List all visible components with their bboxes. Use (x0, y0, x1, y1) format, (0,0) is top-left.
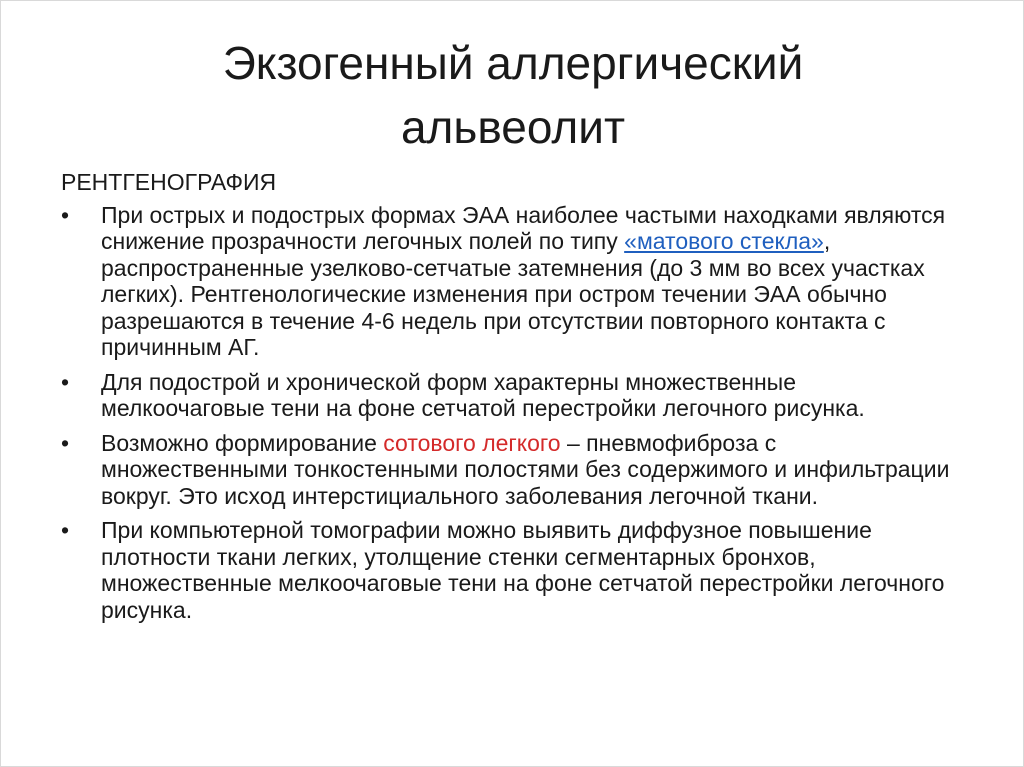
honeycomb-lung-highlight: сотового легкого (383, 429, 561, 456)
bullet-text: Для подострой и хронической форм характерны множественные мелкоочаговые тени на фоне сетчатой перестройки легочного рисунка. (101, 368, 865, 421)
bullet-text-after: – пневмофиброза с множественными тонкостенными полостями без содержимого и инфильтрации вокруг. Это исход интерстициального заболевания легочной ткани. (101, 429, 950, 509)
slide-content (61, 169, 961, 631)
list-item (61, 517, 961, 623)
list-item (61, 369, 961, 422)
section-heading: РЕНТГЕНОГРАФИЯ (61, 169, 277, 195)
bullet-list (61, 202, 961, 624)
slide-title (61, 31, 965, 159)
bullet-icon: • (61, 429, 70, 456)
bullet-text-before: Возможно формирование (101, 429, 384, 456)
bullet-text: При компьютерной томографии можно выявить диффузное повышение плотности ткани легких, утолщение стенки сегментарных бронхов, множественные мелкоочаговые тени на фоне сетчатой перестройки легочного рисунка. (101, 517, 945, 623)
bullet-icon: • (61, 201, 70, 228)
bullet-icon: • (61, 368, 70, 395)
bullet-icon: • (61, 517, 70, 543)
bullet-text-before: При острых и подострых формах ЭАА наиболее частыми находками являются снижение прозрачности легочных полей по типу (101, 201, 946, 254)
list-item (61, 202, 961, 361)
bullet-text-after: , распространенные узелково-сетчатые затемнения (до 3 мм во всех участках легких). Рентгенологические изменения при остром течении ЭАА обычно разрешаются в течение 4-6 недель при отсутствии повторного контакта с причинным АГ. (101, 228, 925, 360)
list-item (61, 430, 961, 510)
matte-glass-link[interactable]: «матового стекла» (624, 228, 824, 254)
title-line-1: Экзогенный аллергический (222, 37, 804, 89)
title-line-2: альвеолит (400, 101, 626, 153)
